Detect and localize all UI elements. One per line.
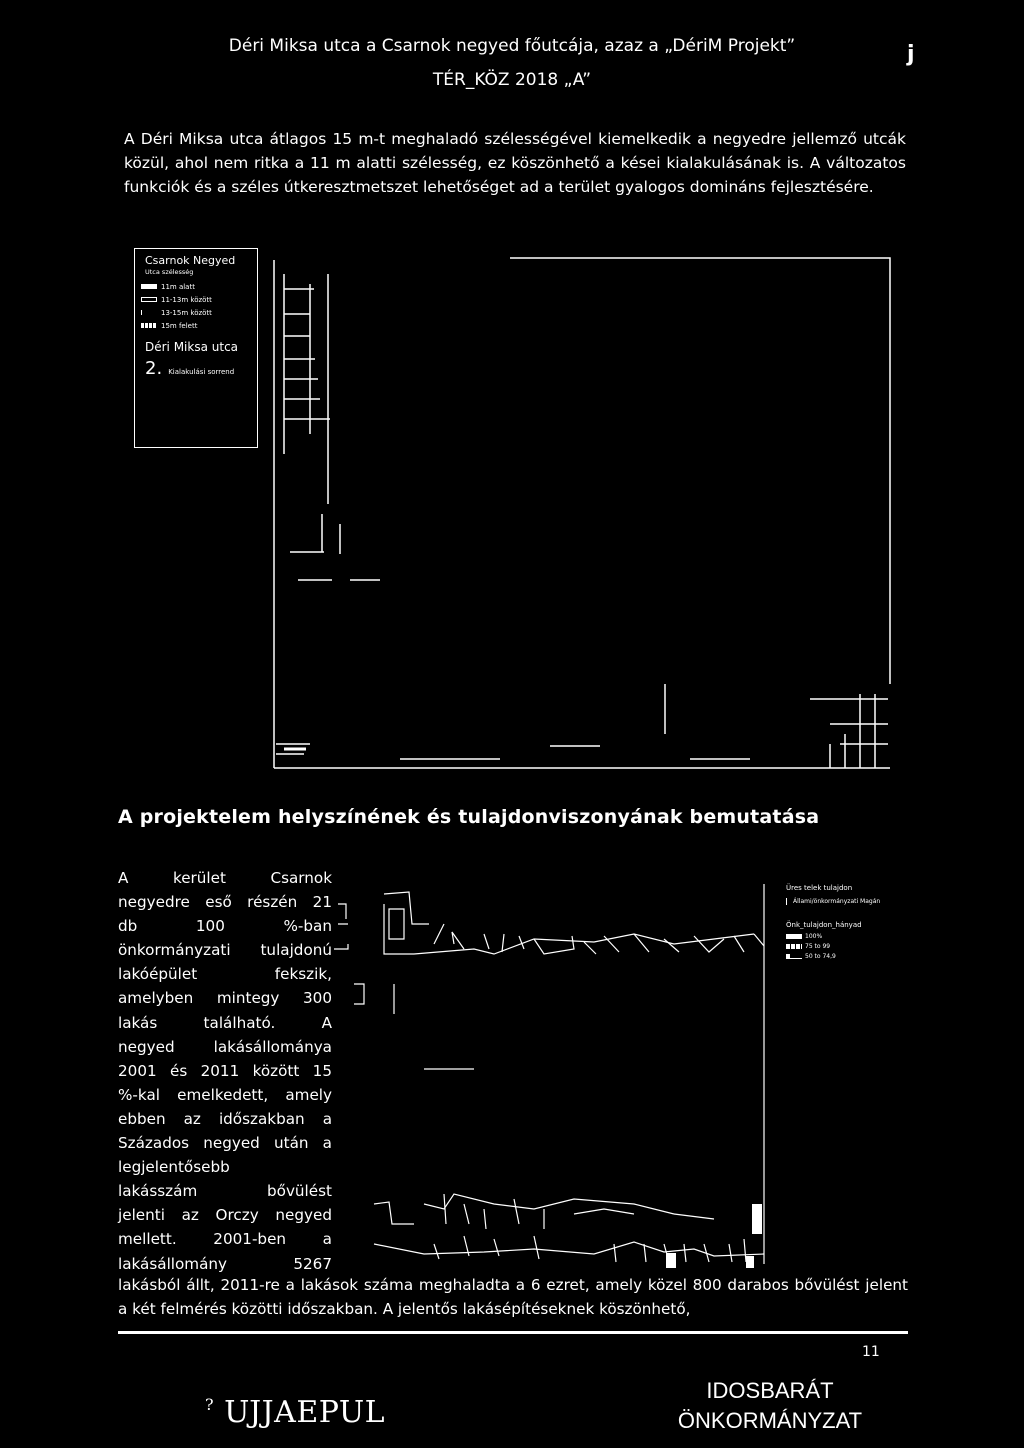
legend-title: Önk_tulajdon_hányad — [786, 921, 862, 929]
ownership-legend — [786, 884, 906, 961]
legend-title: Üres telek tulajdon — [786, 884, 853, 892]
legend-swatch — [786, 944, 802, 949]
legend-item: 100% — [786, 931, 906, 941]
text-line: ebben az időszakban a — [118, 1109, 332, 1128]
legend-item: 11m alatt — [141, 280, 257, 293]
text-line: Százados negyed után a — [118, 1134, 332, 1153]
text-line: lakás található. A — [118, 1013, 332, 1032]
age-friendly-municipality-logo: IDOSBARÁT ÖNKORMÁNYZAT — [677, 1378, 863, 1433]
legend-item: 75 to 99 — [786, 941, 906, 951]
legend-swatch — [141, 323, 157, 328]
section-title: A projektelem helyszínének és tulajdonviszonyának bemutatása — [118, 806, 820, 828]
legend-swatch — [786, 954, 802, 959]
legend-title: Csarnok Negyed — [145, 254, 236, 267]
footer-rule — [118, 1331, 908, 1334]
legend-subtitle: Utca szélesség — [145, 268, 194, 276]
ujjaepul-logo: ? UJJAEPUL — [205, 1395, 386, 1430]
page-number: 11 — [862, 1344, 880, 1360]
text-line: negyed lakásállománya — [118, 1037, 332, 1056]
legend-item: Állami/önkormányzati Magán — [786, 898, 906, 905]
legend-swatch — [141, 310, 157, 315]
legend-swatch — [141, 284, 157, 289]
legend-street-name: Déri Miksa utca — [145, 340, 239, 354]
street-width-legend — [134, 248, 258, 448]
legend-order-label: Kialakulási sorrend — [168, 368, 235, 376]
text-line: amelyben mintegy 300 — [118, 989, 332, 1008]
street-width-map — [270, 254, 894, 772]
text-line: jelenti az Orczy negyed — [118, 1206, 332, 1225]
text-line: lakásszám bővülést — [118, 1182, 332, 1201]
text-line: lakóépület fekszik, — [118, 965, 332, 984]
continuation-paragraph: lakásból állt, 2011-re a lakások száma meghaladta a 6 ezret, amely közel 800 darabos bővülést jelent a két felmérés közötti időszakban. A jelentős lakásépítéseknek köszönhető, — [118, 1276, 908, 1318]
document-title: Déri Miksa utca a Csarnok negyed főutcája, azaz a „DériM Projekt” — [228, 36, 796, 56]
ownership-map — [334, 864, 774, 1274]
text-line: lakásállomány 5267 — [118, 1254, 332, 1273]
corner-mark: j — [907, 42, 915, 67]
intro-paragraph: A Déri Miksa utca átlagos 15 m-t meghaladó szélességével kiemelkedik a negyedre jellemző utcák közül, ahol nem ritka a 11 m alatti szélesség, ez köszönhető a kései kialakulásának is. A változatos funkciók és a széles útkeresztmetszet lehetőséget ad a terület gyalogos domináns fejlesztésére. — [124, 130, 906, 196]
body-text — [118, 866, 332, 1276]
text-line: mellett. 2001-ben a — [118, 1230, 332, 1249]
legend-item: 15m felett — [141, 319, 257, 332]
text-line: A kerület Csarnok — [118, 869, 332, 887]
legend-order-number: 2. — [145, 358, 163, 379]
text-line: db 100 %-ban — [118, 917, 332, 936]
text-line: %-kal emelkedett, amely — [118, 1085, 332, 1104]
text-line: 2001 és 2011 között 15 — [118, 1061, 332, 1080]
legend-swatch — [786, 934, 802, 939]
text-line: legjelentősebb — [118, 1158, 230, 1177]
legend-item: 13-15m között — [141, 306, 257, 319]
legend-swatch — [141, 297, 157, 302]
text-line: önkormányzati tulajdonú — [118, 941, 332, 960]
text-line: negyedre eső részén 21 — [118, 893, 332, 912]
legend-item: 11-13m között — [141, 293, 257, 306]
document-subtitle: TÉR_KÖZ 2018 „A” — [432, 70, 592, 90]
legend-item: 50 to 74,9 — [786, 951, 906, 961]
